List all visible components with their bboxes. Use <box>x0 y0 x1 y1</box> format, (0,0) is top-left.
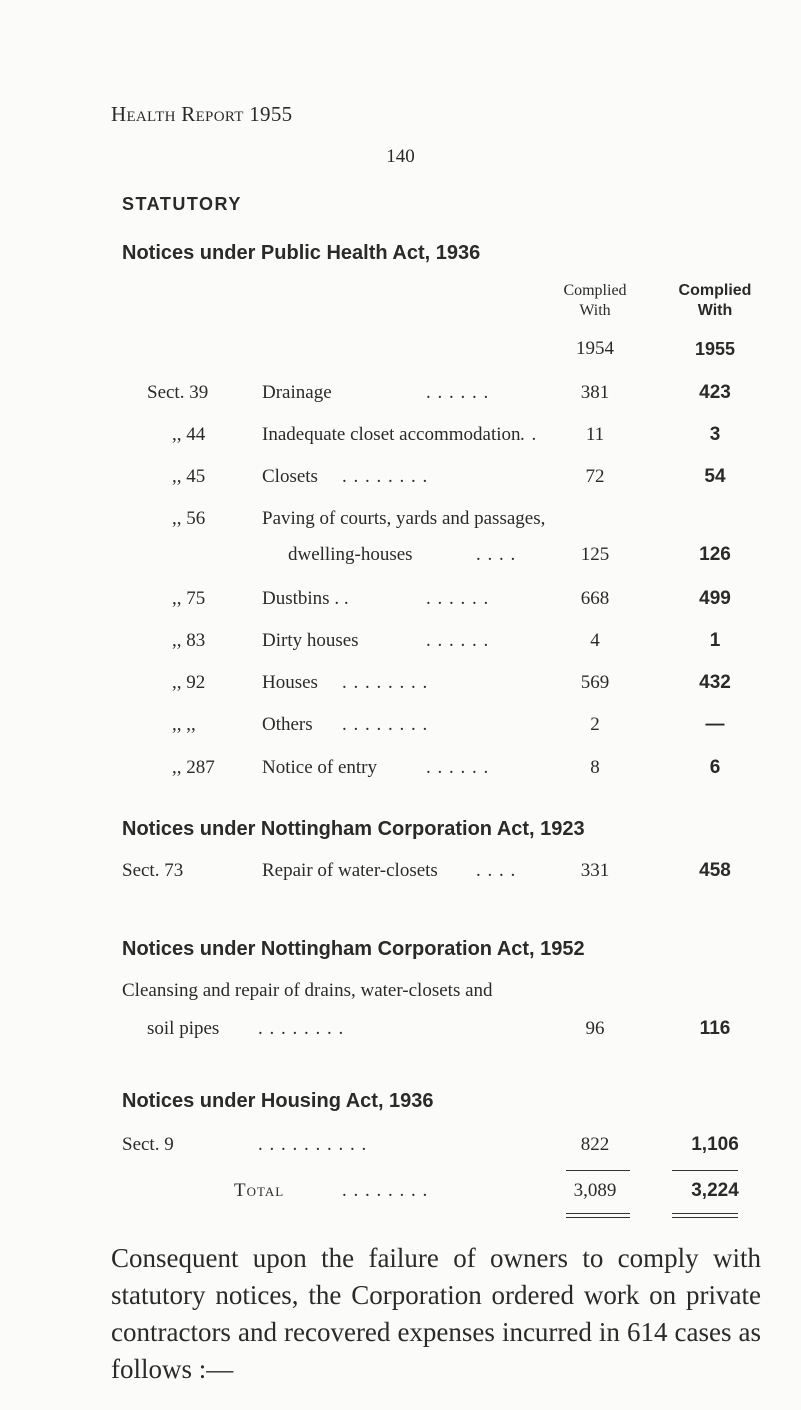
page-number: 140 <box>386 146 415 167</box>
row-value-1954: 125 <box>580 544 610 565</box>
row-section: ,, 44 <box>172 424 206 445</box>
total-rule-1954 <box>566 1170 630 1171</box>
row-section: ,, 92 <box>172 672 206 693</box>
row-value-1954: 381 <box>580 382 610 403</box>
total-label: Total <box>234 1180 285 1201</box>
row-value-1954: 2 <box>590 714 600 735</box>
table-row <box>0 588 801 618</box>
row-value-1954: 72 <box>585 466 605 487</box>
row-section: ,, 287 <box>172 757 215 778</box>
row-leader-dots: . . . . . . . . <box>258 1018 345 1039</box>
col2-year: 1955 <box>694 339 736 359</box>
table-row <box>0 466 801 496</box>
row-description: Dirty houses <box>262 630 359 651</box>
row-section: ,, ,, <box>172 714 196 735</box>
table-row <box>0 757 801 787</box>
row-description: Inadequate closet accommodation <box>262 424 521 445</box>
nottingham-1923-heading: Notices under Nottingham Corporation Act, 1923 <box>122 818 585 840</box>
row-section: Sect. 39 <box>147 382 209 403</box>
row-leader-dots: . . . . . . . . <box>342 1180 429 1201</box>
row-description: soil pipes <box>147 1018 220 1039</box>
row-description: Others <box>262 714 313 735</box>
row-value-1955: 6 <box>709 757 721 778</box>
row-leader-dots: . . <box>520 424 538 445</box>
total-value-1954: 3,089 <box>573 1180 617 1201</box>
table-row <box>0 860 801 890</box>
row-value-1954: 668 <box>580 588 610 609</box>
table-row <box>0 714 801 744</box>
row-value-1954: 331 <box>580 860 610 881</box>
nottingham-1952-heading: Notices under Nottingham Corporation Act, 1952 <box>122 938 585 960</box>
row-leader-dots: . . . . . . <box>426 588 490 609</box>
total-double-rule-1955 <box>672 1213 738 1218</box>
row-value-1955: 3 <box>709 424 721 445</box>
table-row <box>0 672 801 702</box>
row-section: ,, 45 <box>172 466 206 487</box>
row-description: Drainage <box>262 382 332 403</box>
row-value-1955: 126 <box>699 544 731 565</box>
table-row <box>0 424 801 454</box>
table-row <box>0 382 801 412</box>
row-section: ,, 56 <box>172 508 206 529</box>
total-value-1955: 3,224 <box>691 1180 739 1201</box>
row-value-1954: 822 <box>580 1134 610 1155</box>
table-row <box>0 508 801 538</box>
row-value-1954: 96 <box>585 1018 605 1039</box>
col1-header-line1: Complied <box>563 282 627 299</box>
total-row <box>0 1180 801 1210</box>
row-value-1955: 116 <box>699 1018 731 1039</box>
row-value-1955: 1 <box>709 630 721 651</box>
row-value-1955: 432 <box>699 672 731 693</box>
row-value-1955: 499 <box>699 588 731 609</box>
row-leader-dots: . . . . <box>476 544 517 565</box>
row-value-1955: — <box>705 714 725 735</box>
housing-act-heading: Notices under Housing Act, 1936 <box>122 1090 434 1112</box>
row-description: dwelling-houses <box>288 544 413 565</box>
running-head: Health Report 1955 <box>111 102 293 126</box>
row-leader-dots: . . . . . . . . . . <box>258 1134 368 1155</box>
row-section: ,, 83 <box>172 630 206 651</box>
row-value-1955: 54 <box>704 466 726 487</box>
row-value-1954: 569 <box>580 672 610 693</box>
row-leader-dots: . . . . <box>476 860 517 881</box>
row-value-1955: 458 <box>699 860 731 881</box>
row-value-1954: 4 <box>590 630 600 651</box>
row-section: Sect. 9 <box>122 1134 174 1155</box>
col2-header-line2: With <box>697 302 733 319</box>
row-leader-dots: . . . . . . <box>426 630 490 651</box>
total-double-rule-1954 <box>566 1213 630 1218</box>
row-description: Cleansing and repair of drains, water-closets and <box>122 980 493 1001</box>
row-description: Houses <box>262 672 318 693</box>
row-value-1955: 423 <box>699 382 731 403</box>
body-paragraph: Consequent upon the failure of owners to comply with statutory notices, the Corporation ordered work on private contractors and recovered expenses incurred in 614 cases as follows :— <box>111 1243 761 1384</box>
table-row <box>0 1134 801 1164</box>
col2-header-line1: Complied <box>678 282 752 299</box>
row-value-1955: 1,106 <box>691 1134 739 1155</box>
col1-year: 1954 <box>576 338 614 359</box>
row-leader-dots: . . . . . . <box>426 382 490 403</box>
row-section: Sect. 73 <box>122 860 184 881</box>
table-row <box>0 980 801 1010</box>
row-description: Repair of water-closets <box>262 860 438 881</box>
row-description: Paving of courts, yards and passages, <box>262 508 546 529</box>
table-row <box>0 1018 801 1048</box>
row-description: Dustbins . . <box>262 588 349 609</box>
col1-header-line2: With <box>579 302 611 319</box>
row-value-1954: 11 <box>585 424 605 445</box>
row-leader-dots: . . . . . . <box>426 757 490 778</box>
row-leader-dots: . . . . . . . . <box>342 672 429 693</box>
section-title: STATUTORY <box>122 194 242 214</box>
row-description: Closets <box>262 466 318 487</box>
total-rule-1955 <box>672 1170 738 1171</box>
table-row <box>0 630 801 660</box>
row-value-1954: 8 <box>590 757 600 778</box>
table-row <box>0 544 801 574</box>
row-section: ,, 75 <box>172 588 206 609</box>
public-health-act-heading: Notices under Public Health Act, 1936 <box>122 242 481 264</box>
row-leader-dots: . . . . . . . . <box>342 466 429 487</box>
row-leader-dots: . . . . . . . . <box>342 714 429 735</box>
row-description: Notice of entry <box>262 757 378 778</box>
